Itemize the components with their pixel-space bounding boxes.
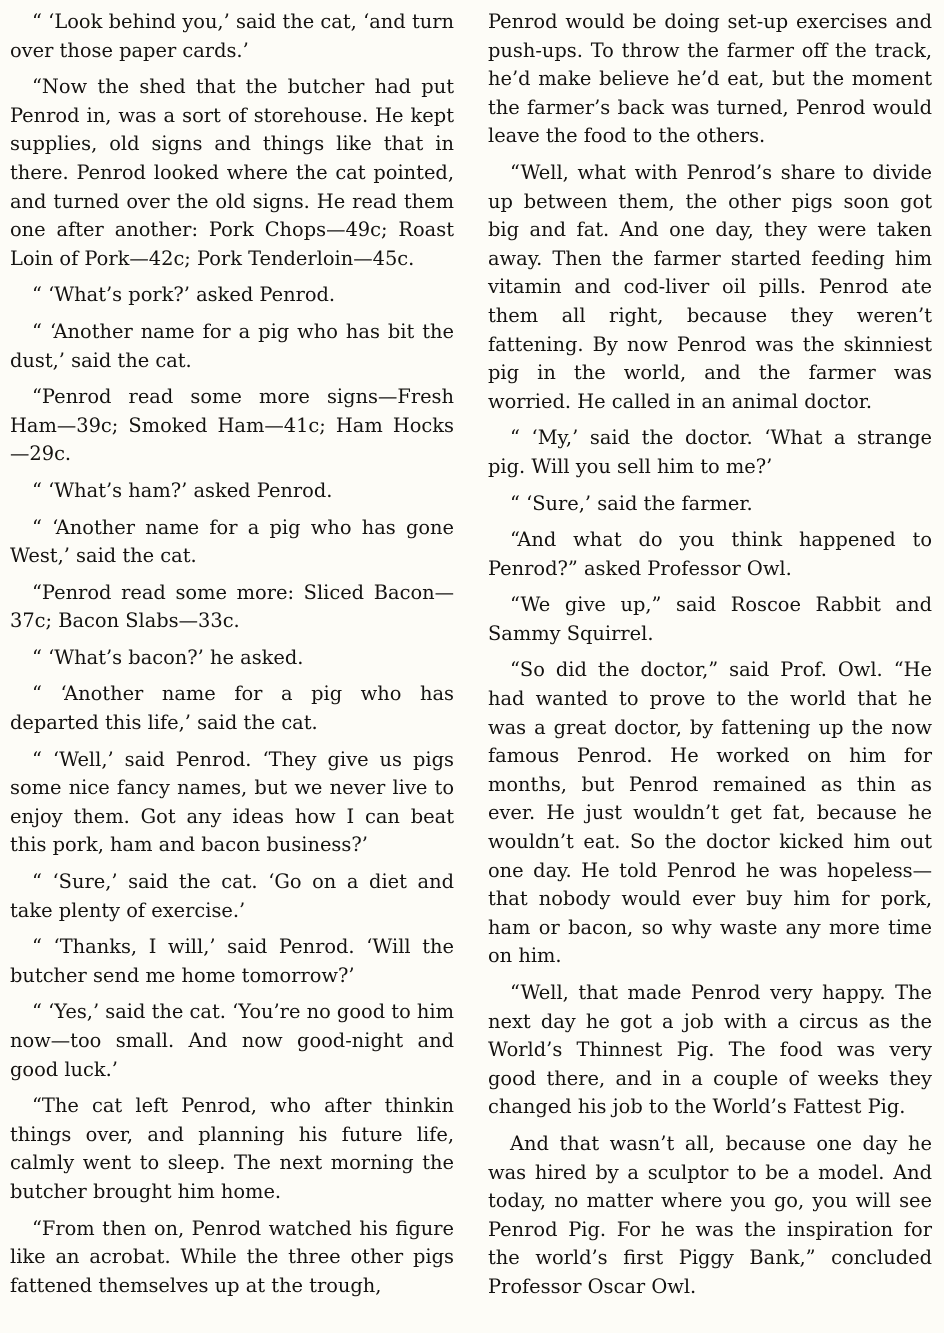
right-column: [488, 8, 932, 1333]
left-column: [10, 8, 454, 1333]
paragraph: “ ‘Well,’ said Penrod. ‘They give us pigs some nice fancy names, but we never live to enjoy them. Got any ideas how I can beat this pork, ham and bacon business?’: [10, 747, 454, 857]
paragraph: “ ‘Yes,’ said the cat. ‘You’re no good to him now—too small. And now good-night and good luck.’: [10, 1000, 454, 1081]
paragraph: “From then on, Penrod watched his figure like an acrobat. While the three other pigs fattened themselves up at the trough,: [10, 1216, 454, 1297]
paragraph: “We give up,” said Roscoe Rabbit and Sammy Squirrel.: [488, 593, 932, 645]
paragraph: “ ‘Sure,’ said the farmer.: [510, 491, 753, 515]
paragraph: “ ‘Look behind you,’ said the cat, ‘and turn over those paper cards.’: [10, 10, 454, 62]
paragraph: “Now the shed that the butcher had put Penrod in, was a sort of storehouse. He kept supplies, old signs and things like that in there. Penrod looked where the cat pointed, and turned over the old signs. He read them one after another: Pork Chops—49c; Roast Loin of Pork—42c; Pork Tenderloin—45c.: [10, 75, 454, 270]
paragraph: “ ‘What’s bacon?’ he asked.: [32, 645, 304, 669]
paragraph: “Well, what with Penrod’s share to divide up between them, the other pigs soon got big and fat. And one day, they were taken away. Then the farmer started feeding him vitamin and cod-liver oil pills. Penrod ate them all right, because they weren’t fattening. By now Penrod was the skinniest pig in the world, and the farmer was worried. He called in an animal doctor.: [488, 160, 932, 413]
paragraph: “Well, that made Penrod very happy. The next day he got a job with a circus as the World’s Thinnest Pig. The food was very good there, and in a couple of weeks they changed his job to the World’s Fattest Pig.: [488, 981, 932, 1119]
paragraph: “So did the doctor,” said Prof. Owl. “He had wanted to prove to the world that he was a great doctor, by fattening up the now famous Penrod. He worked on him for months, but Penrod remained as thin as ever. He just wouldn’t get fat, because he wouldn’t eat. So the doctor kicked him out one day. He told Penrod he was hopeless—that nobody would ever buy him for pork, ham or bacon, so why waste any more time on him.: [488, 658, 932, 968]
paragraph: And that wasn’t all, because one day he was hired by a sculptor to be a model. And today, no matter where you go, you will see Penrod Pig. For he was the inspiration for the world’s first Piggy Bank,” concluded Professor Oscar Owl.: [488, 1131, 932, 1298]
paragraph: “ ‘Sure,’ said the cat. ‘Go on a diet and take plenty of exercise.’: [10, 870, 454, 922]
paragraph: “Penrod read some more signs—Fresh Ham—39c; Smoked Ham—41c; Ham Hocks—29c.: [10, 385, 454, 466]
paragraph: Penrod would be doing set-up exercises and push-ups. To throw the farmer off the track, he’d make believe he’d eat, but the moment the farmer’s back was turned, Penrod would leave the food to the others.: [488, 10, 932, 148]
paragraph: “ ‘My,’ said the doctor. ‘What a strange pig. Will you sell him to me?’: [488, 426, 932, 478]
paragraph: “ ‘Another name for a pig who has gone West,’ said the cat.: [10, 515, 454, 568]
paragraph: “ ‘What’s ham?’ asked Penrod.: [32, 478, 333, 502]
paragraph: “The cat left Penrod, who after thinkin things over, and planning his future life, calmly went to sleep. The next morning the butcher brought him home.: [10, 1094, 454, 1203]
paragraph: “ ‘Another name for a pig who has departed this life,’ said the cat.: [10, 682, 454, 735]
paragraph: “And what do you think happened to Penrod?” asked Professor Owl.: [488, 528, 932, 580]
paragraph: “Penrod read some more: Sliced Bacon—37c; Bacon Slabs—33c.: [10, 580, 454, 633]
paragraph: “ ‘Thanks, I will,’ said Penrod. ‘Will the butcher send me home tomorrow?’: [10, 935, 454, 987]
paragraph: “ ‘What’s pork?’ asked Penrod.: [32, 283, 336, 307]
paragraph: “ ‘Another name for a pig who has bit the dust,’ said the cat.: [10, 319, 454, 372]
